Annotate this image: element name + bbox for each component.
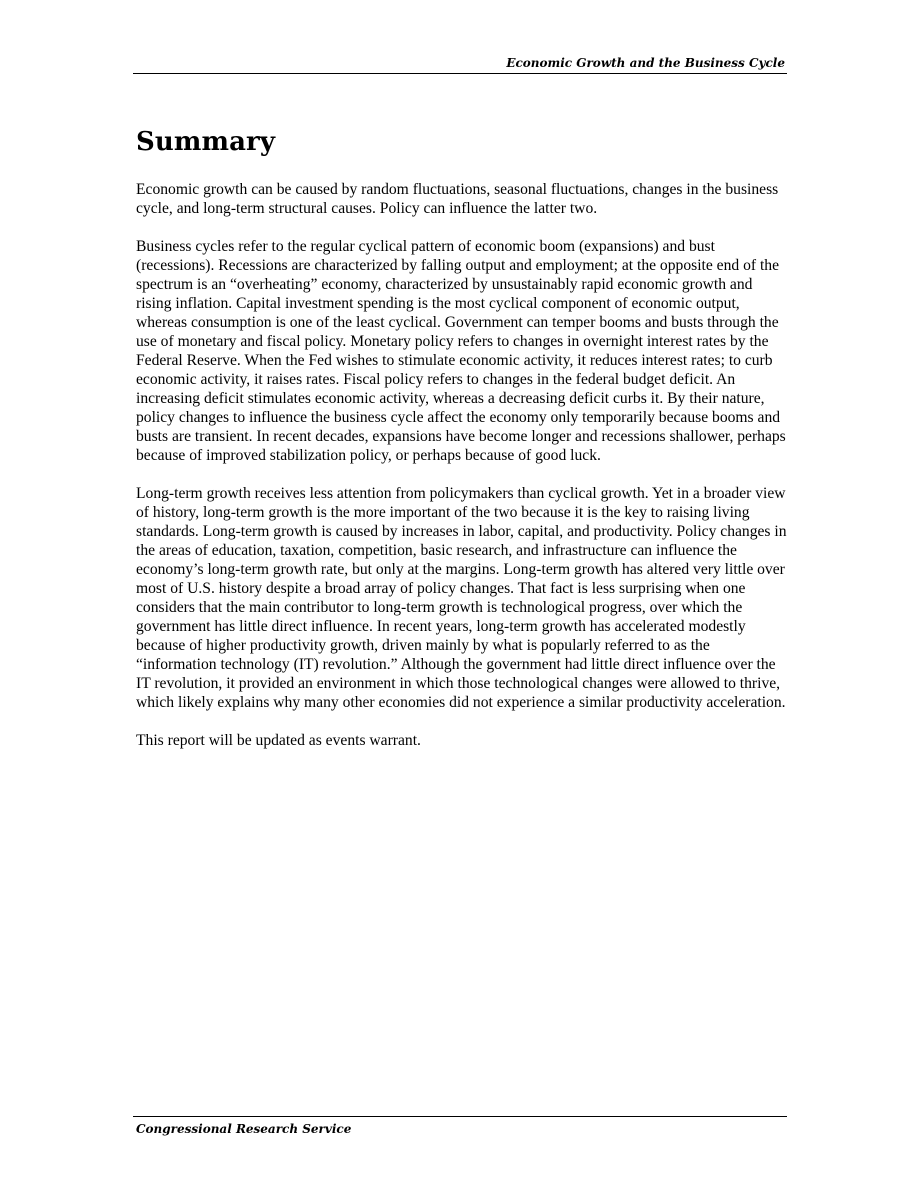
paragraph-update-note: This report will be updated as events warrant.: [136, 732, 421, 749]
section-title: Summary: [136, 127, 276, 157]
summary-section: [136, 123, 788, 769]
page-header: [133, 56, 787, 74]
paragraph-long-term-growth: Long-term growth receives less attention from policymakers than cyclical growth. Yet in a broader view of history, long-term growth is the more important of the two because it is the key to raising living standards. Long-term growth is caused by increases in labor, capital, and productivity. Policy changes in the areas of education, taxation, competition, basic research, and infrastructure can influence the economy’s long-term growth rate, but only at the margins. Long-term growth has altered very little over most of U.S. history despite a broad array of policy changes. That fact is less surprising when one considers that the main contributor to long-term growth is technological progress, over which the government has little direct influence. In recent years, long-term growth has accelerated modestly because of higher productivity growth, driven mainly by what is popularly referred to as the “information technology (IT) revolution.” Although the government had little direct influence over the IT revolution, it provided an environment in which those technological changes were allowed to thrive, which likely explains why many other economies did not experience a similar productivity acceleration.: [136, 485, 787, 711]
paragraph-business-cycles: Business cycles refer to the regular cyclical pattern of economic boom (expansions) and bust (recessions). Recessions are characterized by falling output and employment; at the opposite end of the spectrum is an “overheating” economy, characterized by unsustainably rapid economic growth and rising inflation. Capital investment spending is the most cyclical component of economic output, whereas consumption is one of the least cyclical. Government can temper booms and busts through the use of monetary and fiscal policy. Monetary policy refers to changes in overnight interest rates by the Federal Reserve. When the Fed wishes to stimulate economic activity, it reduces interest rates; to curb economic activity, it raises rates. Fiscal policy refers to changes in the federal budget deficit. An increasing deficit stimulates economic activity, whereas a decreasing deficit curbs it. By their nature, policy changes to influence the business cycle affect the economy only temporarily because booms and busts are transient. In recent decades, expansions have become longer and recessions shallower, perhaps because of improved stabilization policy, or perhaps because of good luck.: [136, 238, 786, 464]
publisher-name: Congressional Research Service: [136, 1122, 352, 1136]
paragraph-intro: Economic growth can be caused by random fluctuations, seasonal fluctuations, changes in the business cycle, and long-term structural causes. Policy can influence the latter two.: [136, 181, 779, 217]
page-footer: [133, 1116, 787, 1136]
running-title: Economic Growth and the Business Cycle: [506, 56, 785, 70]
